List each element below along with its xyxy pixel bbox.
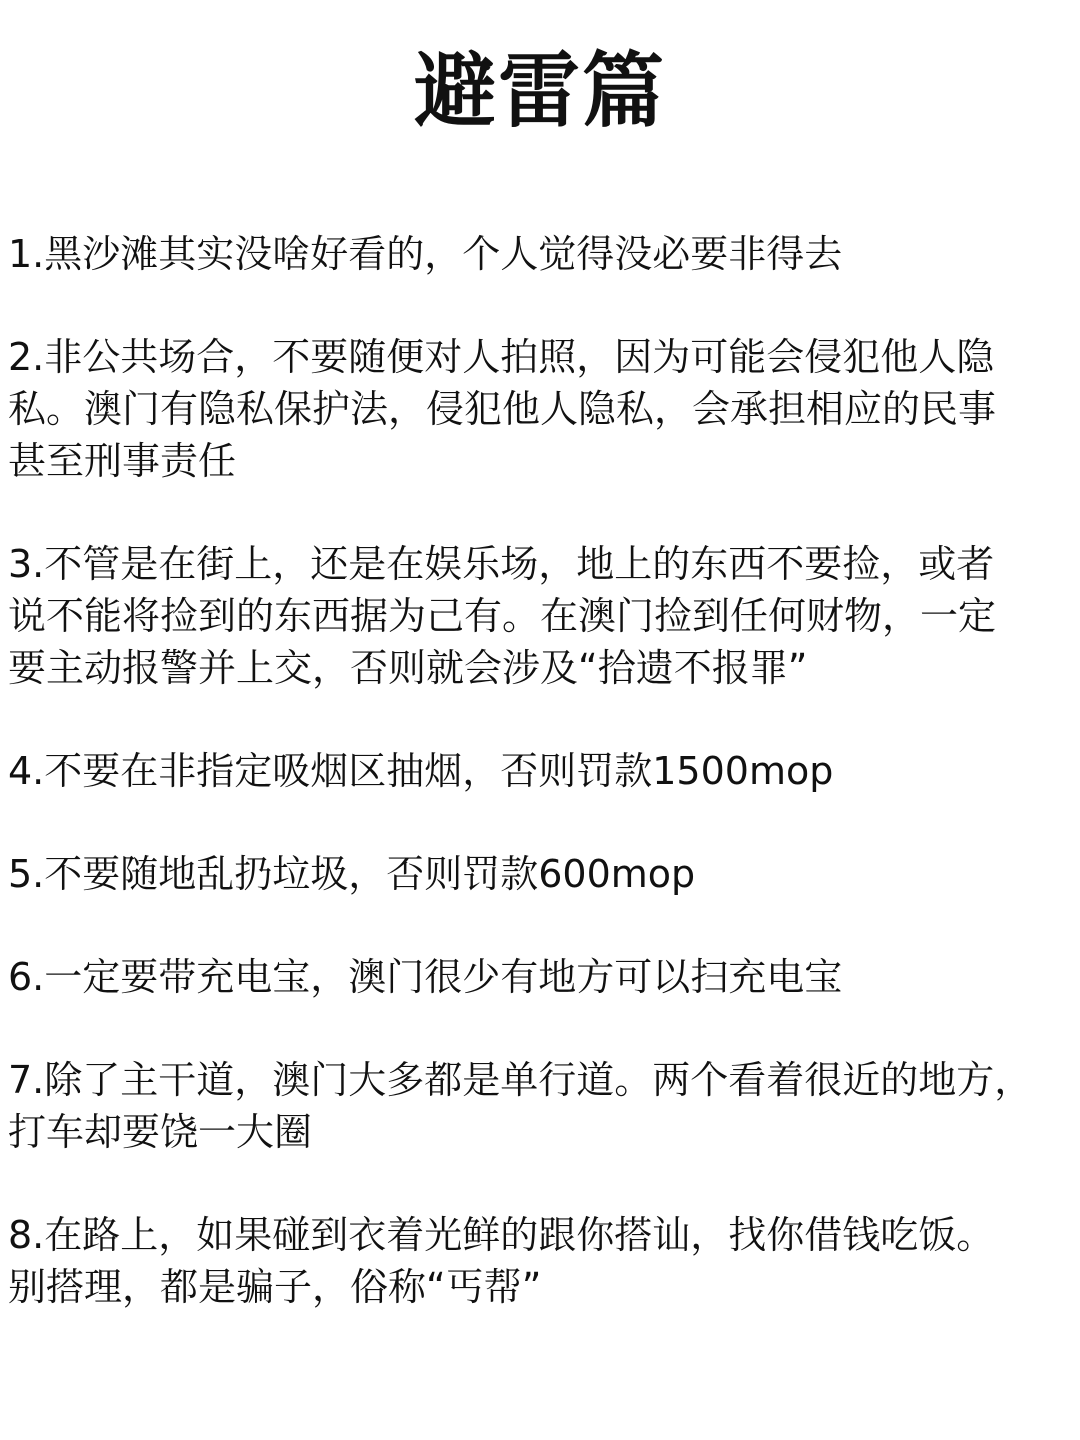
tip-item-7: 7.除了主干道，澳门大多都是单行道。两个看着很近的地方， 打车却要饶一大圈: [8, 1058, 1033, 1154]
tip-item-8: 8.在路上，如果碰到衣着光鲜的跟你搭讪，找你借钱吃饭。 别搭理，都是骗子，俗称“丐帮”: [8, 1213, 995, 1309]
tip-item-1: 1.黑沙滩其实没啥好看的，个人觉得没必要非得去: [8, 232, 843, 276]
tip-item-6: 6.一定要带充电宝，澳门很少有地方可以扫充电宝: [8, 955, 843, 999]
tip-item-2: 2.非公共场合，不要随便对人拍照，因为可能会侵犯他人隐 私。澳门有隐私保护法，侵犯他人隐私，会承担相应的民事 甚至刑事责任: [8, 335, 997, 483]
tip-item-5: 5.不要随地乱扔垃圾，否则罚款600mop: [8, 852, 696, 896]
page-title: 避雷篇: [413, 44, 666, 139]
tip-item-3: 3.不管是在街上，还是在娱乐场，地上的东西不要捡，或者 说不能将捡到的东西据为己有。在澳门捡到任何财物，一定 要主动报警并上交，否则就会涉及“拾遗不报罪”: [8, 542, 997, 690]
tip-item-4: 4.不要在非指定吸烟区抽烟，否则罚款1500mop: [8, 749, 834, 793]
tips-list: [8, 228, 1080, 1364]
